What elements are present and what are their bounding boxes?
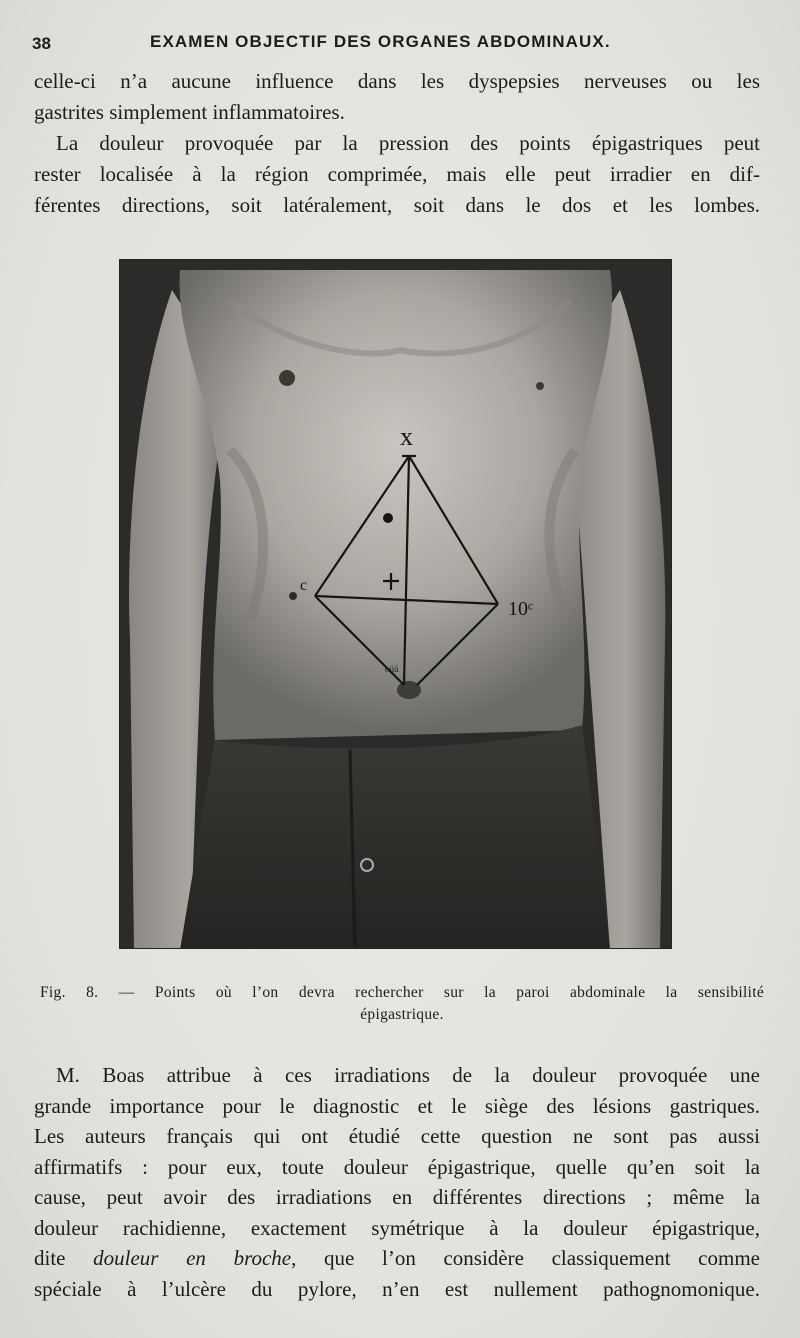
paragraph-2-line-3: férentes directions, soit latéralement, soit dans le dos et les lombes. [34,193,760,217]
bottom-line-7 [34,1243,760,1274]
right-nipple [536,382,544,390]
paragraph-2-line-2: rester localisée à la région comprimée, mais elle peut irradier en dif- [34,162,760,186]
bottom-line-1: M. Boas attribue à ces irradiations de la douleur provoquée une [56,1063,760,1087]
bottom-line-7-end: , que l’on considère classiquement comme [291,1246,760,1270]
caption-line-1: Fig. 8. — Points où l’on devra rechercher sur la paroi abdominale la sensibilité [40,984,764,1001]
trousers [180,725,610,949]
page-number: 38 [32,34,51,53]
label-right: 10ᶜ [508,598,534,620]
running-head-title: EXAMEN OBJECTIF DES ORGANES ABDOMINAUX. [150,32,611,51]
bottom-line-5: cause, peut avoir des irradiations en différentes directions ; même la [34,1185,760,1209]
label-bottom: oüü [385,664,399,674]
caption-line-2: épigastrique. [360,1006,444,1023]
paragraph-1-line-1: celle-ci n’a aucune influence dans les dyspepsies nerveuses ou les [34,69,760,93]
torso-illustration [120,260,672,949]
bottom-line-4: affirmatifs : pour eux, toute douleur épigastrique, quelle qu’en soit la [34,1154,760,1179]
bottom-line-6: douleur rachidienne, exactement symétrique à la douleur épigastrique, [34,1215,760,1240]
bottom-line-8: spéciale à l’ulcère du pylore, n’en est nullement pathognomonique. [34,1276,760,1301]
top-text-block [34,66,760,221]
label-top: x [400,422,413,451]
upper-point-dot [383,513,393,523]
bottom-text-block [34,1060,760,1304]
paragraph-2-line-1: La douleur provoquée par la pression des points épigastriques peut [56,131,760,155]
bottom-line-3: Les auteurs français qui ont étudié cette question ne sont pas aussi [34,1124,760,1148]
label-left: c [300,577,308,594]
left-point-dot [289,592,297,600]
figure-8-photograph [119,259,672,949]
left-nipple [279,370,295,386]
bottom-line-7-start: dite [34,1246,94,1270]
bottom-line-2: grande importance pour le diagnostic et le siège des lésions gastriques. [34,1093,760,1118]
douleur-en-broche-italic: douleur en broche [93,1246,292,1270]
paragraph-1-line-2: gastrites simplement inflammatoires. [34,100,345,124]
running-head [32,30,772,58]
figure-caption [40,982,764,1026]
